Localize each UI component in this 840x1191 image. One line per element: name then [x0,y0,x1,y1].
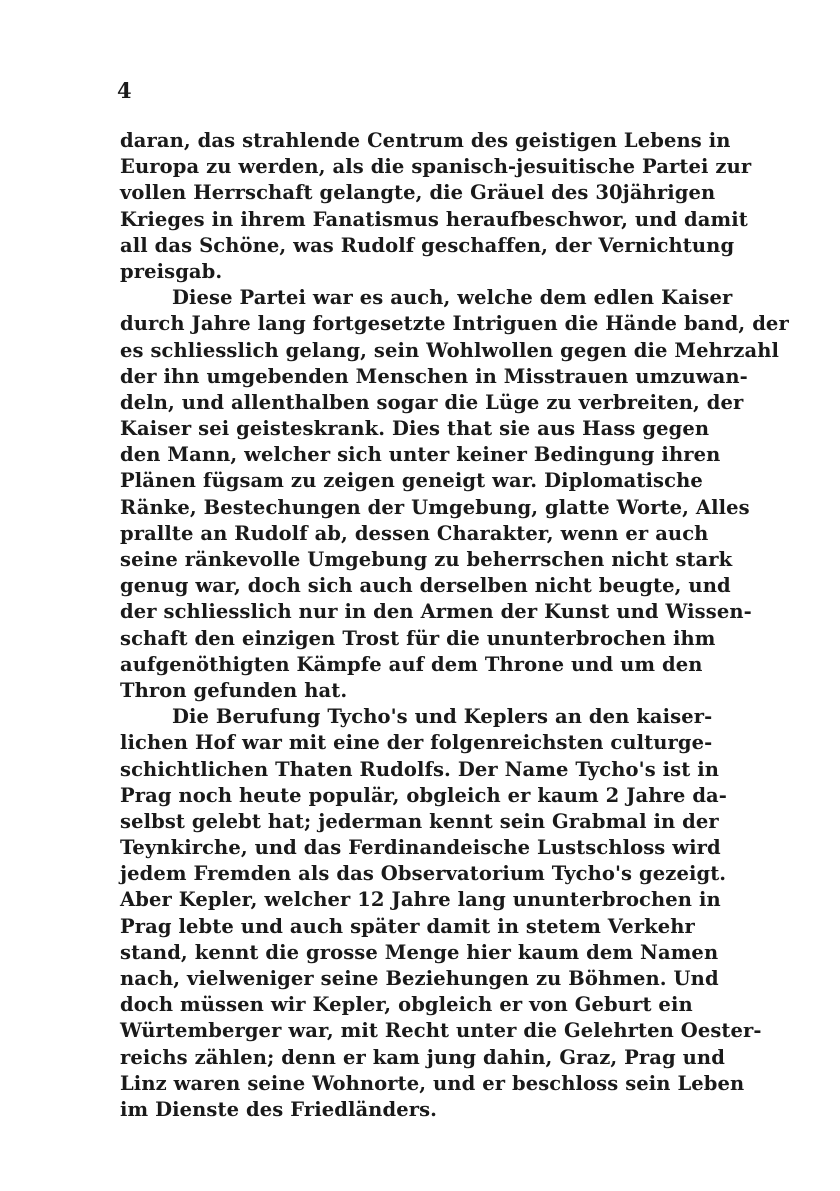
text-line: im Dienste des Friedländers. [120,1097,438,1121]
text-line: es schliesslich gelang, sein Wohlwollen gegen die Mehrzahl [120,338,779,362]
text-line: Teynkirche, und das Ferdinandeische Lustschloss wird [120,836,721,860]
text-line: selbst gelebt hat; jederman kennt sein Grabmal in der [120,809,719,833]
text-line: stand, kennt die grosse Menge hier kaum dem Namen [120,940,719,964]
text-line: lichen Hof war mit eine der folgenreichsten culturge- [120,731,713,755]
text-line: Krieges in ihrem Fanatismus heraufbeschwor, und damit [120,207,748,231]
body-text [120,128,789,1123]
text-line: Linz waren seine Wohnorte, und er beschloss sein Leben [120,1071,745,1095]
text-line: doch müssen wir Kepler, obgleich er von Geburt ein [120,993,693,1017]
text-line: reichs zählen; denn er kam jung dahin, Graz, Prag und [120,1045,725,1069]
paragraph-start-line: Diese Partei war es auch, welche dem edlen Kaiser [172,286,733,310]
text-line: deln, und allenthalben sogar die Lüge zu verbreiten, der [120,390,744,414]
text-line: all das Schöne, was Rudolf geschaffen, der Vernichtung [120,233,735,257]
text-line: vollen Herrschaft gelangte, die Gräuel des 30jährigen [120,181,716,205]
text-line: Plänen fügsam zu zeigen geneigt war. Diplomatische [120,469,703,493]
text-line: Kaiser sei geisteskrank. Dies that sie aus Hass gegen [120,417,710,441]
text-line: durch Jahre lang fortgesetzte Intriguen die Hände band, der [120,312,789,336]
text-line: Würtemberger war, mit Recht unter die Gelehrten Oester- [120,1019,762,1043]
paragraph-start-line: Die Berufung Tycho's und Keplers an den kaiser- [172,705,713,729]
text-line: Thron gefunden hat. [120,678,348,702]
text-line: Europa zu werden, als die spanisch-jesuitische Partei zur [120,155,752,179]
text-line: Ränke, Bestechungen der Umgebung, glatte Worte, Alles [120,495,750,519]
page-number: 4 [117,78,132,103]
text-line: Prag noch heute populär, obgleich er kaum 2 Jahre da- [120,783,727,807]
text-line: preisgab. [120,259,223,283]
text-line: Aber Kepler, welcher 12 Jahre lang ununterbrochen in [120,888,721,912]
text-line: schaft den einzigen Trost für die ununterbrochen ihm [120,626,716,650]
text-line: Prag lebte und auch später damit in stetem Verkehr [120,914,695,938]
text-line: nach, vielweniger seine Beziehungen zu Böhmen. Und [120,967,719,990]
text-line: jedem Fremden als das Observatorium Tycho's gezeigt. [120,862,727,886]
text-line: seine ränkevolle Umgebung zu beherrschen nicht stark [120,548,733,571]
text-line: der ihn umgebenden Menschen in Misstrauen umzuwan- [120,364,748,388]
text-line: den Mann, welcher sich unter keiner Bedingung ihren [120,443,721,467]
text-line: der schliesslich nur in den Armen der Kunst und Wissen- [120,600,752,624]
text-line: aufgenöthigten Kämpfe auf dem Throne und um den [120,652,703,676]
text-line: genug war, doch sich auch derselben nicht beugte, und [120,574,731,598]
text-line: prallte an Rudolf ab, dessen Charakter, wenn er auch [120,521,709,545]
text-line: daran, das strahlende Centrum des geistigen Lebens in [120,129,731,152]
text-line: schichtlichen Thaten Rudolfs. Der Name Tycho's ist in [120,757,720,781]
